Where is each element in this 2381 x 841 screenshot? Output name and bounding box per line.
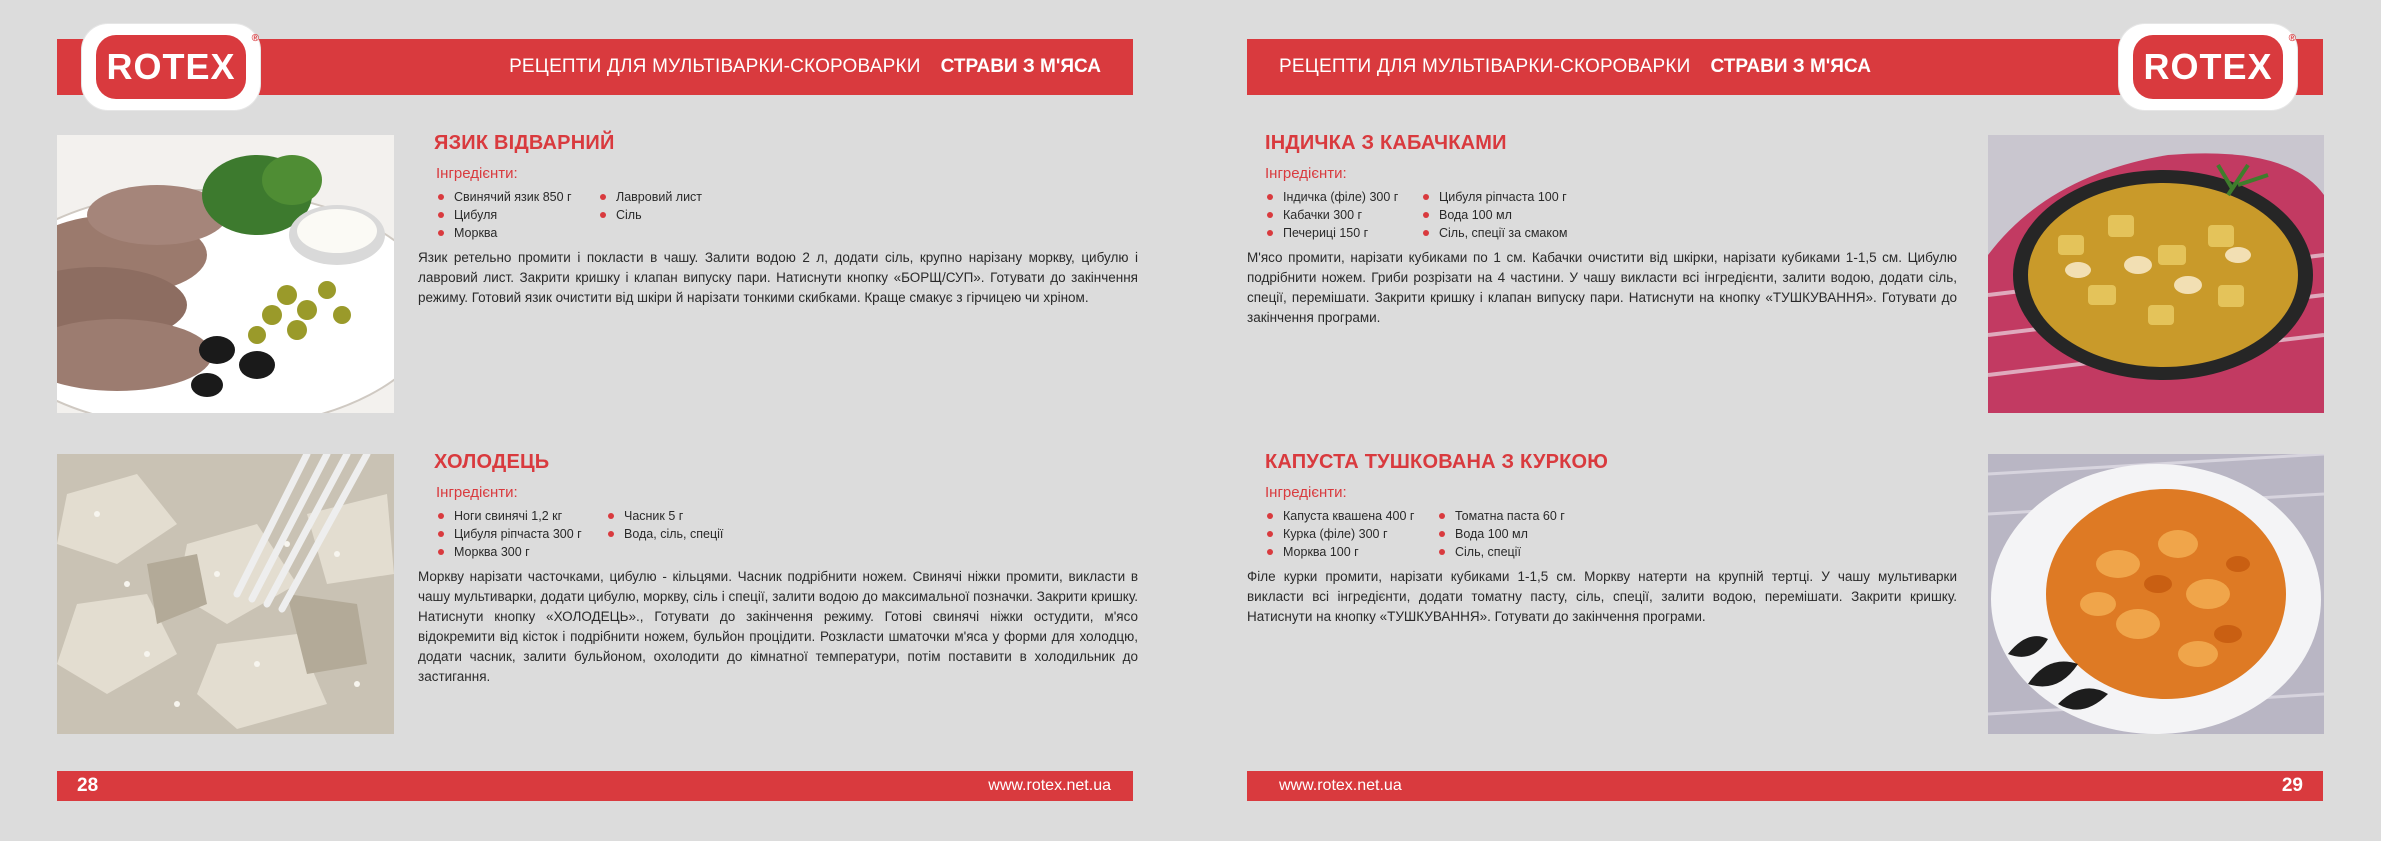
recipe-instructions: Моркву нарізати часточками, цибулю - кільцями. Часник подрібнити ножем. Свинячі ніжки промити, викласти в чашу мультиварки, додати цибулю, моркву, сіль і спеції, залити водою до максимальної позначки. Закрити кришку. Натиснути кнопку «ХОЛОДЕЦЬ»., Готувати до закінчення режиму. Готові свинячі ніжки остудити, м'ясо відокремити від кісток і подрібнити ножем, бульйон процідити. Розкласти шматочки м'яса у форми для холодцю, додати часник, залити бульйоном, охолодити до кімнатної температури, потім поставити в холодильник до застигання. bbox=[418, 569, 1138, 684]
ingredients-label: Інгредієнти: bbox=[436, 484, 518, 501]
ingredients-list bbox=[1267, 507, 1957, 561]
ingredient-item: Вода 100 мл bbox=[1439, 525, 1565, 543]
website-link[interactable]: www.rotex.net.ua bbox=[988, 777, 1111, 794]
logo-text: ROTEX bbox=[106, 46, 236, 87]
ingredient-item: Печериці 150 г bbox=[1267, 224, 1423, 242]
page-number: 29 bbox=[2281, 775, 2303, 796]
page-number: 28 bbox=[77, 775, 99, 796]
recipe-kholodets bbox=[418, 451, 1138, 687]
ingredient-item: Сіль, спеції за смаком bbox=[1423, 224, 1568, 242]
left-page bbox=[0, 0, 1190, 841]
registered-mark-icon: ® bbox=[251, 33, 260, 44]
registered-mark-icon: ® bbox=[2288, 33, 2297, 44]
ingredients-column bbox=[600, 188, 702, 242]
ingredient-item: Курка (філе) 300 г bbox=[1267, 525, 1439, 543]
book-series-title: РЕЦЕПТИ ДЛЯ МУЛЬТІВАРКИ-СКОРОВАРКИ bbox=[509, 56, 921, 77]
ingredients-list bbox=[1267, 188, 1957, 242]
logo-text: ROTEX bbox=[2143, 46, 2273, 87]
ingredients-column bbox=[1267, 507, 1439, 561]
ingredient-item: Ноги свинячі 1,2 кг bbox=[438, 507, 608, 525]
ingredient-item: Кабачки 300 г bbox=[1267, 206, 1423, 224]
ingredient-item: Морква 100 г bbox=[1267, 543, 1439, 561]
ingredient-item: Індичка (філе) 300 г bbox=[1267, 188, 1423, 206]
ingredient-item: Сіль bbox=[600, 206, 702, 224]
ingredients-label: Інгредієнти: bbox=[1265, 484, 1347, 501]
ingredients-column bbox=[1439, 507, 1565, 561]
ingredients-column bbox=[608, 507, 723, 561]
ingredient-item: Томатна паста 60 г bbox=[1439, 507, 1565, 525]
tongue-dish-photo bbox=[57, 135, 394, 413]
recipe-title: ІНДИЧКА З КАБАЧКАМИ bbox=[1265, 132, 1507, 154]
ingredient-item: Часник 5 г bbox=[608, 507, 723, 525]
ingredient-item: Лавровий лист bbox=[600, 188, 702, 206]
turkey-zucchini-photo bbox=[1988, 135, 2324, 413]
recipe-title: КАПУСТА ТУШКОВАНА З КУРКОЮ bbox=[1265, 451, 1609, 473]
ingredients-column bbox=[438, 507, 608, 561]
recipe-title: ХОЛОДЕЦЬ bbox=[434, 451, 550, 473]
ingredients-list bbox=[438, 188, 1138, 242]
ingredient-item: Цибуля ріпчаста 300 г bbox=[438, 525, 608, 543]
ingredient-item: Морква bbox=[438, 224, 600, 242]
footer-bar bbox=[1247, 771, 2323, 801]
rotex-logo bbox=[2119, 24, 2297, 110]
recipe-instructions: М'ясо промити, нарізати кубиками по 1 см. Кабачки очистити від шкірки, нарізати кубиками 1-1,5 см. Цибулю подрібнити ножем. Гриби розрізати на 4 частини. У чашу викласти всі інгредієнти, залити водою, додати сіль, спеції, перемішати. Закрити кришку і клапан випуску пари. Натиснути на кнопку «ТУШКУВАННЯ». Готувати до закінчення програми. bbox=[1247, 250, 1957, 325]
ingredient-item: Морква 300 г bbox=[438, 543, 608, 561]
footer-bar bbox=[57, 771, 1133, 801]
recipe-instructions: Філе курки промити, нарізати кубиками 1-1,5 см. Моркву натерти на крупній тертці. У чашу мультиварки викласти всі інгредієнти, додати томатну пасту, сіль, спеції, залити водою, перемішати. Закрити кришку. Натиснути на кнопку «ТУШКУВАННЯ». Готувати до закінчення програми. bbox=[1247, 569, 1957, 624]
right-page bbox=[1191, 0, 2381, 841]
section-title: СТРАВИ З М'ЯСА bbox=[1710, 56, 1871, 77]
ingredient-item: Цибуля ріпчаста 100 г bbox=[1423, 188, 1568, 206]
ingredient-item: Свинячий язик 850 г bbox=[438, 188, 600, 206]
ingredients-list bbox=[438, 507, 1138, 561]
ingredients-label: Інгредієнти: bbox=[1265, 165, 1347, 182]
recipe-title: ЯЗИК ВІДВАРНИЙ bbox=[434, 132, 615, 154]
section-title: СТРАВИ З М'ЯСА bbox=[940, 56, 1101, 77]
kholodets-photo bbox=[57, 454, 394, 734]
ingredients-label: Інгредієнти: bbox=[436, 165, 518, 182]
ingredient-item: Сіль, спеції bbox=[1439, 543, 1565, 561]
ingredients-column bbox=[1267, 188, 1423, 242]
recipe-turkey-zucchini bbox=[1247, 132, 1957, 328]
ingredients-column bbox=[1423, 188, 1568, 242]
cabbage-chicken-photo bbox=[1988, 454, 2324, 734]
rotex-logo bbox=[82, 24, 260, 110]
ingredients-column bbox=[438, 188, 600, 242]
recipe-boiled-tongue bbox=[418, 132, 1138, 308]
ingredient-item: Вода 100 мл bbox=[1423, 206, 1568, 224]
recipe-cabbage-chicken bbox=[1247, 451, 1957, 627]
website-link[interactable]: www.rotex.net.ua bbox=[1279, 777, 1402, 794]
book-series-title: РЕЦЕПТИ ДЛЯ МУЛЬТІВАРКИ-СКОРОВАРКИ bbox=[1279, 56, 1691, 77]
ingredient-item: Капуста квашена 400 г bbox=[1267, 507, 1439, 525]
ingredient-item: Вода, сіль, спеції bbox=[608, 525, 723, 543]
ingredient-item: Цибуля bbox=[438, 206, 600, 224]
recipe-instructions: Язик ретельно промити і покласти в чашу. Залити водою 2 л, додати сіль, крупно нарізану моркву, цибулю і лавровий лист. Закрити кришку і клапан випуску пари. Натиснути кнопку «БОРЩ/СУП». Готувати до закінчення режиму. Готовий язик очистити від шкіри й нарізати тонкими скибками. Краще смакує з гірчицею чи хріном. bbox=[418, 250, 1138, 305]
